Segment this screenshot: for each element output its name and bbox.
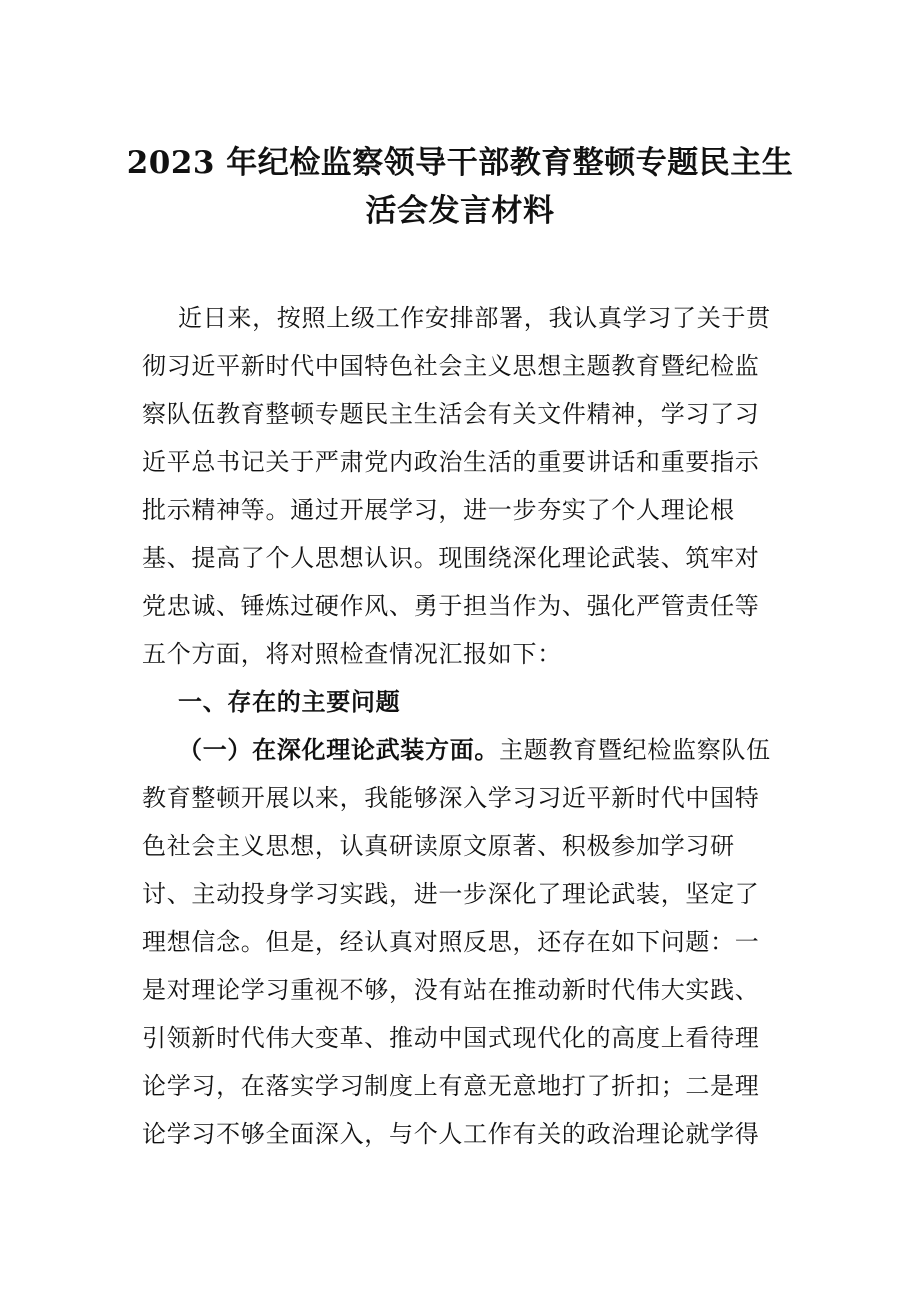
paragraph-line: 论学习不够全面深入，与个人工作有关的政治理论就学得 <box>142 1120 760 1148</box>
paragraph-line: 引领新时代伟大变革、推动中国式现代化的高度上看待理 <box>142 1024 760 1052</box>
paragraph-line: 基、提高了个人思想认识。现围绕深化理论武装、筑牢对 <box>142 544 760 572</box>
paragraph-line: 是对理论学习重视不够，没有站在推动新时代伟大实践、 <box>142 976 760 1004</box>
paragraph-line: 论学习，在落实学习制度上有意无意地打了折扣；二是理 <box>142 1072 760 1100</box>
paragraph-line: 察队伍教育整顿专题民主生活会有关文件精神，学习了习 <box>142 400 760 428</box>
paragraph-line: 五个方面，将对照检查情况汇报如下： <box>142 640 562 668</box>
document-title-line-1: 2023 年纪检监察领导干部教育整顿专题民主生 <box>126 145 794 181</box>
paragraph-line: 近平总书记关于严肃党内政治生活的重要讲话和重要指示 <box>142 448 760 476</box>
paragraph-line: 讨、主动投身学习实践，进一步深化了理论武装，坚定了 <box>142 880 760 908</box>
paragraph-line: 教育整顿开展以来，我能够深入学习习近平新时代中国特 <box>142 784 760 812</box>
paragraph-line: 近日来，按照上级工作安排部署，我认真学习了关于贯 <box>178 304 771 332</box>
paragraph-line: 批示精神等。通过开展学习，进一步夯实了个人理论根 <box>142 496 735 524</box>
paragraph-line: 色社会主义思想，认真研读原文原著、积极参加学习研 <box>142 832 735 860</box>
section-heading: 一、存在的主要问题 <box>178 687 401 716</box>
paragraph-line: 彻习近平新时代中国特色社会主义思想主题教育暨纪检监 <box>142 352 760 380</box>
paragraph-line: 理想信念。但是，经认真对照反思，还存在如下问题：一 <box>142 928 760 956</box>
subsection-first-line <box>178 734 818 766</box>
document-title-line-2: 活会发言材料 <box>365 193 555 229</box>
subsection-text: 主题教育暨纪检监察队伍 <box>499 736 771 764</box>
subsection-heading: （一）在深化理论武装方面。 <box>178 735 500 764</box>
paragraph-line: 党忠诚、锤炼过硬作风、勇于担当作为、强化严管责任等 <box>142 592 760 620</box>
